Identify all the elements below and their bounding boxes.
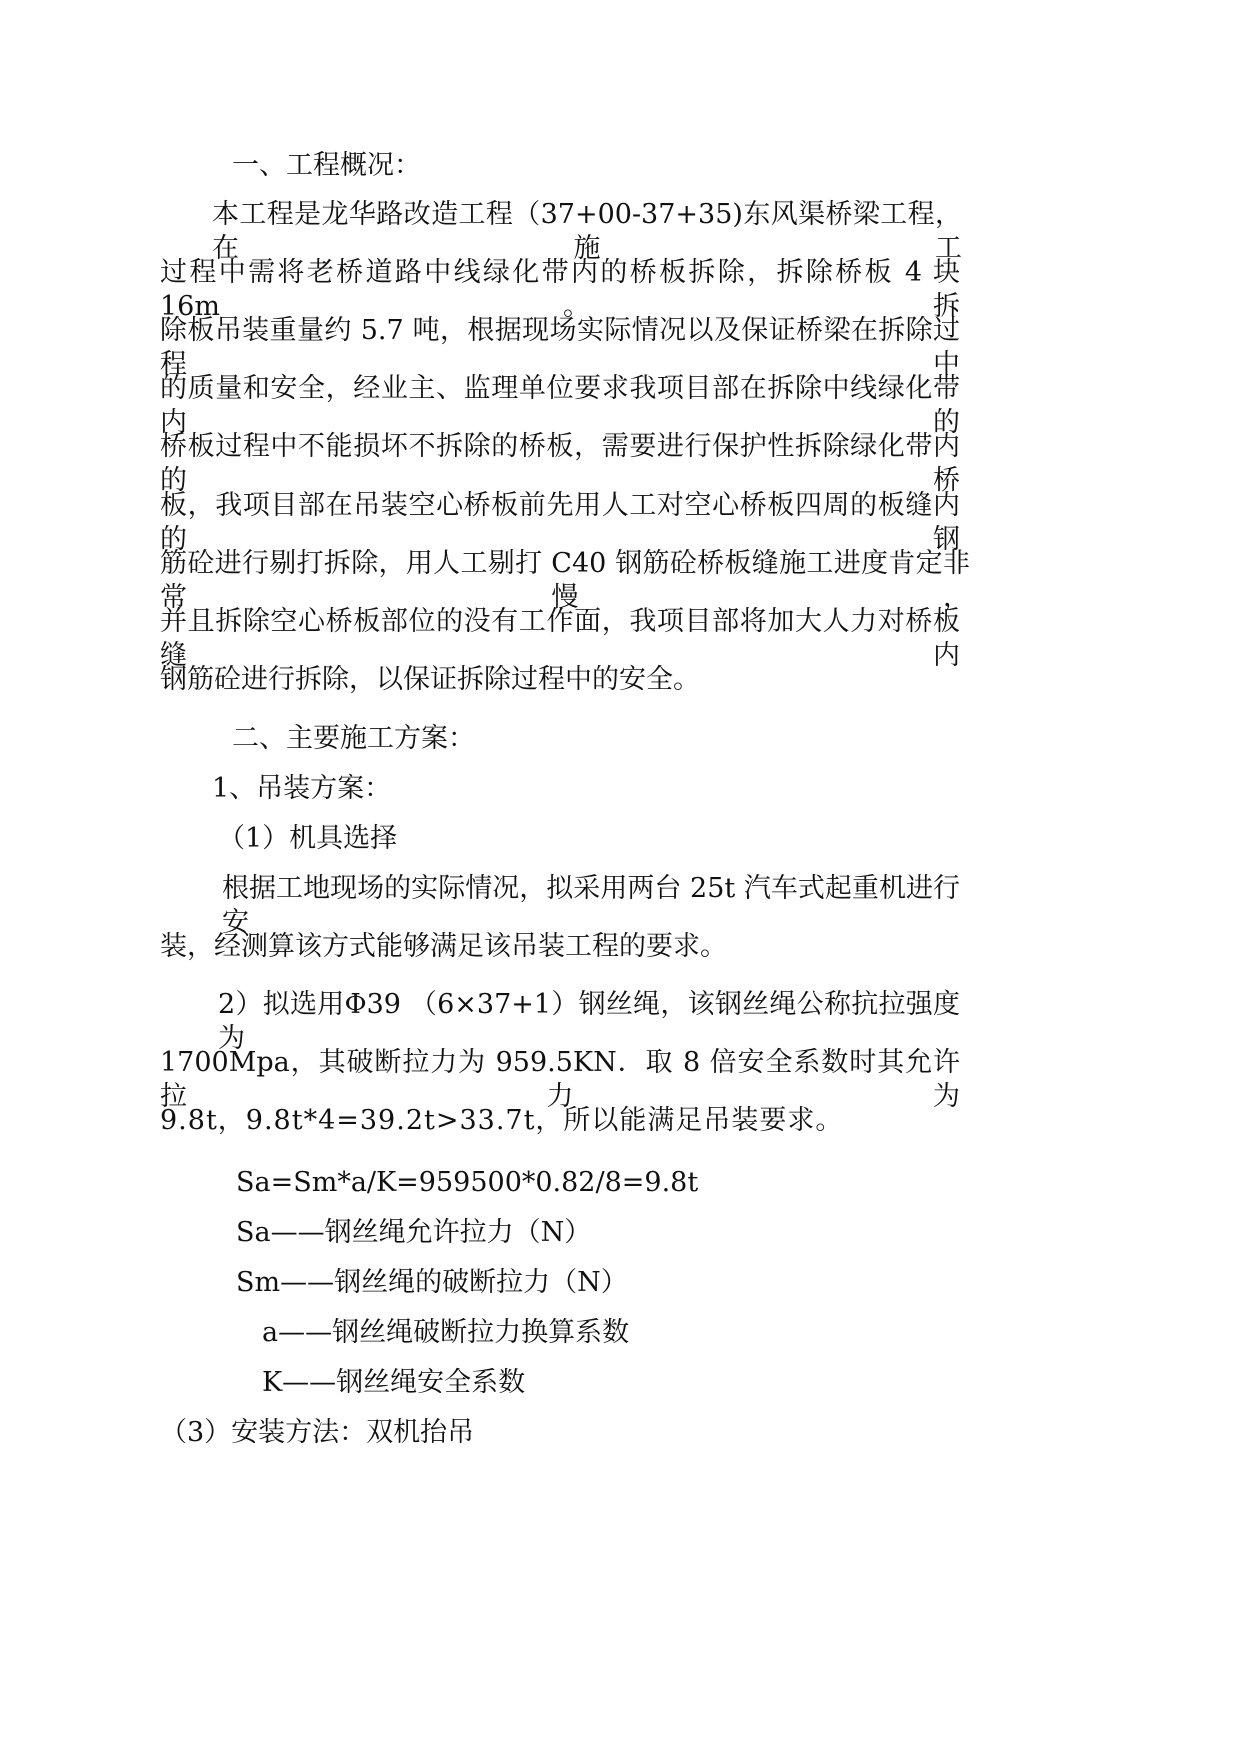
paragraph-line: 筋砼进行剔打拆除，用人工剔打 C40 钢筋砼桥板缝施工进度肯定非常慢， bbox=[160, 548, 970, 613]
paragraph-line: 的质量和安全，经业主、监理单位要求我项目部在拆除中线绿化带内的 bbox=[160, 373, 960, 438]
section-heading-overview: 一、工程概况： bbox=[232, 150, 421, 181]
definition-sa: Sa——钢丝绳允许拉力（N） bbox=[236, 1217, 592, 1248]
section-heading-plan: 二、主要施工方案： bbox=[232, 723, 475, 754]
formula: Sa=Sm*a/K=959500*0.82/8=9.8t bbox=[236, 1167, 699, 1198]
definition-sm: Sm——钢丝绳的破断拉力（N） bbox=[236, 1267, 628, 1298]
paragraph-line: 本工程是龙华路改造工程（37+00-37+35)东风渠桥梁工程，在施工 bbox=[212, 199, 962, 264]
paragraph-line: 1700Mpa，其破断拉力为 959.5KN．取 8 倍安全系数时其允许拉力为 bbox=[160, 1047, 960, 1112]
paragraph-line: 桥板过程中不能损坏不拆除的桥板，需要进行保护性拆除绿化带内的桥 bbox=[160, 431, 960, 496]
paragraph-line: 钢筋砼进行拆除，以保证拆除过程中的安全。 bbox=[160, 664, 700, 695]
paragraph-line: 并且拆除空心桥板部位的没有工作面，我项目部将加大人力对桥板缝内 bbox=[160, 606, 960, 671]
subheading-lifting-plan: 1、吊装方案： bbox=[212, 773, 392, 804]
subheading-equipment: （1）机具选择 bbox=[218, 823, 398, 854]
paragraph-line: 板，我项目部在吊装空心桥板前先用人工对空心桥板四周的板缝内的钢 bbox=[160, 490, 960, 555]
definition-k: K——钢丝绳安全系数 bbox=[262, 1367, 526, 1398]
paragraph-line: 2）拟选用Φ39 （6×37+1）钢丝绳，该钢丝绳公称抗拉强度为 bbox=[218, 989, 960, 1054]
paragraph-line: 除板吊装重量约 5.7 吨，根据现场实际情况以及保证桥梁在拆除过程中 bbox=[160, 315, 960, 380]
subheading-installation-method: （3）安装方法：双机抬吊 bbox=[160, 1417, 475, 1448]
paragraph-line: 根据工地现场的实际情况，拟采用两台 25t 汽车式起重机进行安 bbox=[222, 873, 960, 938]
paragraph-line: 过程中需将老桥道路中线绿化带内的桥板拆除，拆除桥板 4 块 16m。拆 bbox=[160, 257, 960, 322]
definition-a: a——钢丝绳破断拉力换算系数 bbox=[262, 1317, 630, 1348]
paragraph-line: 装，经测算该方式能够满足该吊装工程的要求。 bbox=[160, 931, 727, 962]
paragraph-line: 9.8t，9.8t*4=39.2t>33.7t，所以能满足吊装要求。 bbox=[160, 1105, 844, 1136]
